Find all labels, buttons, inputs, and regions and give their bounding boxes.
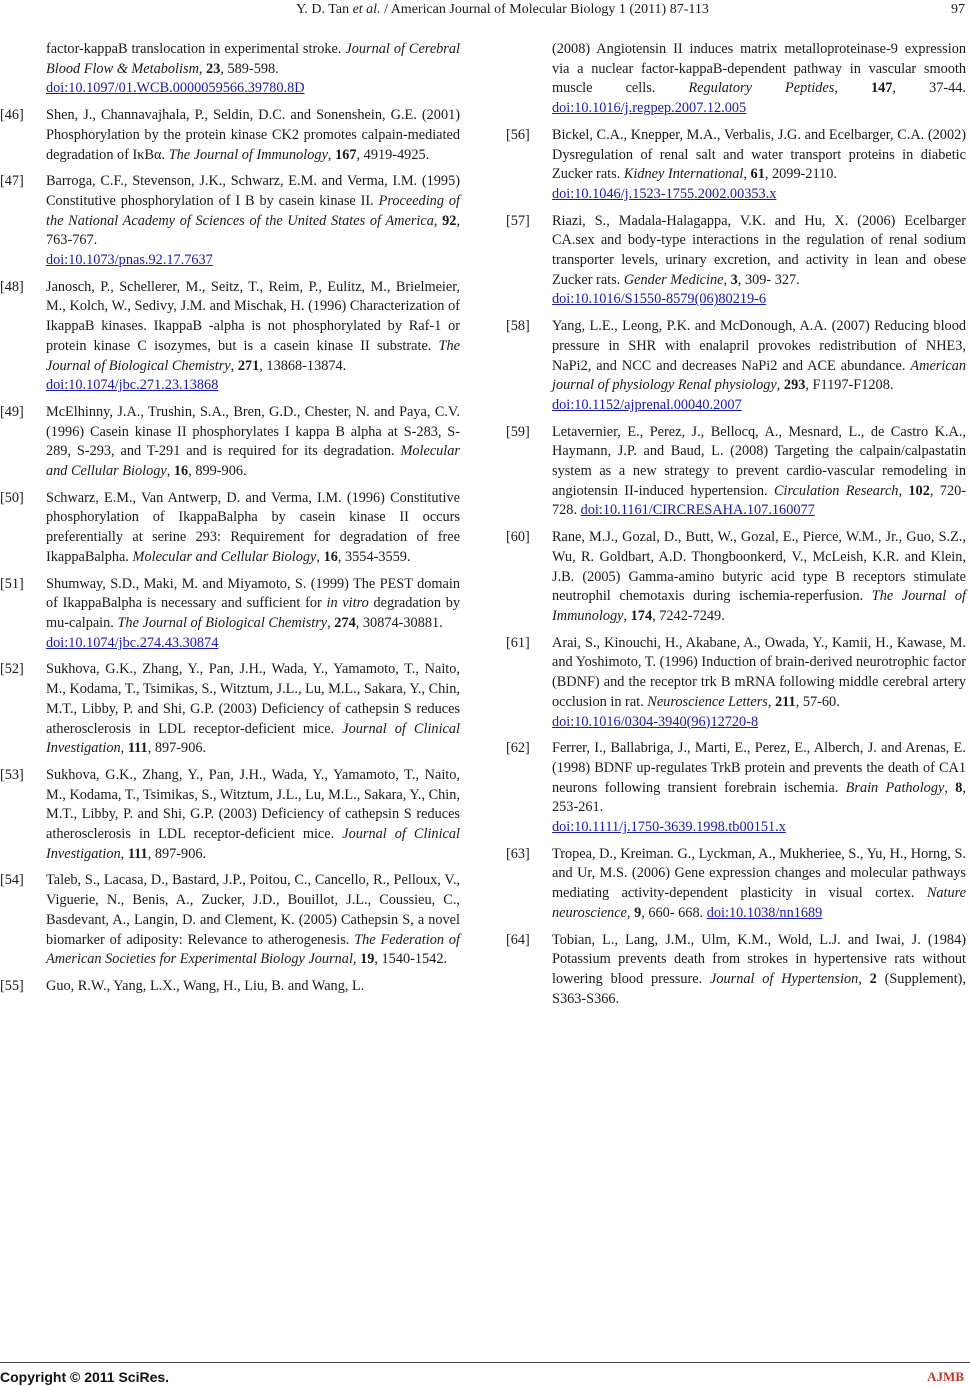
reference-text: Barroga, C.F., Stevenson, J.K., Schwarz, E.M. and Verma, I.M. (1995) Constitutive phosphorylation of I B by casein kinase II. <box>46 173 460 209</box>
doi-link[interactable]: doi:10.1016/0304-3940(96)12720-8 <box>552 713 759 730</box>
reference-text: Guo, R.W., Yang, L.X., Wang, H., Liu, B. and Wang, L. <box>46 977 365 994</box>
reference-text: Shen, J., Channavajhala, P., Seldin, D.C. and Sonenshein, G.E. (2001) Phosphorylation by the protein kinase CK2 promotes calpain-mediated degradation of IκBα. <box>46 107 460 163</box>
reference-text: , 253-261. <box>552 779 966 816</box>
reference-text: , <box>316 548 324 565</box>
reference-number: [48] <box>0 278 24 295</box>
volume-number: 111 <box>127 740 148 757</box>
volume-number: 16 <box>173 463 189 480</box>
volume-number: 16 <box>323 548 338 565</box>
reference-text: , <box>898 482 909 499</box>
reference-text: Tropea, D., Kreiman. G., Lyckman, A., Mukheriee, S., Yu, H., Horng, S. and Ur, M.S. (2006) Gene expression changes and molecular pathways mediating activity-dependent plasticity in visual cortex. <box>552 845 966 902</box>
reference-text: , 30874-30881. <box>355 614 443 631</box>
reference-entry <box>506 126 966 205</box>
doi-link[interactable]: doi:10.1038/nn1689 <box>706 904 823 921</box>
reference-number: [58] <box>506 318 530 335</box>
reference-text: (Supplement), S363-S366. <box>552 970 966 1007</box>
reference-entry <box>506 317 966 416</box>
reference-entry <box>506 212 966 311</box>
reference-text: Tobian, L., Lang, J.M., Ulm, K.M., Wold, L.J. and Iwai, J. (1984) Potassium prevents death from strokes in hypertensive rats without lowering blood pressure. <box>552 931 966 987</box>
volume-number: 271 <box>237 357 260 374</box>
reference-entry <box>506 423 966 522</box>
reference-text: , <box>120 845 128 862</box>
journal-title: in vitro <box>326 595 369 612</box>
reference-entry <box>0 660 461 759</box>
reference-number: [52] <box>0 661 24 678</box>
journal-title: Journal of Hypertension <box>710 970 859 987</box>
reference-text: , <box>767 693 776 710</box>
reference-entry <box>0 403 460 482</box>
doi-link[interactable]: doi:10.1152/ajprenal.00040.2007 <box>552 396 742 413</box>
journal-title: Molecular and Cellular Biology <box>132 548 317 565</box>
reference-number: [54] <box>0 872 24 889</box>
reference-entry <box>0 172 461 271</box>
reference-text: , <box>944 779 956 796</box>
reference-text: , <box>743 166 751 183</box>
reference-entry <box>0 278 460 396</box>
reference-entry <box>506 634 966 733</box>
reference-text: Arai, S., Kinouchi, H., Akabane, A., Owada, Y., Kamii, H., Kawase, M. and Yoshimoto, T. (1996) Induction of brain-derived neurotrophic factor (BDNF) and the receptor trk B mRNA following middle cerebral artery occlusion in rat. <box>552 634 966 710</box>
page-footer <box>0 1366 970 1386</box>
volume-number: 9 <box>634 904 642 921</box>
doi-link[interactable]: doi:10.1074/jbc.271.23.13868 <box>46 377 219 394</box>
reference-number: [53] <box>0 766 24 783</box>
journal-title: Gender Medicine <box>623 271 724 288</box>
volume-number: 61 <box>750 166 765 183</box>
reference-text: , <box>858 970 870 987</box>
copyright-notice: Copyright © 2011 SciRes. <box>0 1369 170 1385</box>
reference-column-left <box>0 40 466 1004</box>
journal-title: Journal of Clinical Investigation <box>46 826 461 862</box>
journal-title: Neuroscience Letters <box>647 693 768 710</box>
reference-text: , <box>166 463 174 480</box>
doi-link[interactable]: doi:10.1016/j.regpep.2007.12.005 <box>552 100 747 117</box>
reference-text: , 13868-13874. <box>259 357 347 374</box>
reference-text: , <box>327 146 336 163</box>
journal-title: Kidney International <box>623 166 744 183</box>
volume-number: 3 <box>730 271 738 288</box>
reference-text: , 3554-3559. <box>337 548 411 565</box>
reference-number: [46] <box>0 107 24 124</box>
reference-text: Ferrer, I., Ballabriga, J., Marti, E., Perez, E., Alberch, J. and Arenas, E. (1998) BDNF up-regulates TrkB protein and prevents the death of CA1 neurons following transient forebrain ischemia. <box>552 740 966 796</box>
doi-link[interactable]: doi:10.1097/01.WCB.0000059566.39780.8D <box>46 80 305 97</box>
reference-text: Rane, M.J., Gozal, D., Butt, W., Gozal, E., Pierce, W.M., Jr., Guo, S.Z., Wu, R. Goldbart, A.D. Thongboonkerd, V., McLeish, K.R. and Klein, J.B. (2005) Gamma-amino butyric acid type B receptors stimulate neutrophil chemotaxis during ischemia-reperfusion. <box>552 529 966 605</box>
reference-text: , 660- 668. <box>641 904 707 921</box>
journal-title: Journal of Cerebral Blood Flow & Metabolism <box>46 41 460 77</box>
reference-text: , <box>352 951 361 968</box>
reference-text: Bickel, C.A., Knepper, M.A., Verbalis, J.G. and Ecelbarger, C.A. (2002) Dysregulation of renal salt and water transport proteins in diabetic Zucker rats. <box>552 126 966 183</box>
reference-text: , <box>623 607 631 624</box>
reference-text: , <box>327 614 335 631</box>
journal-title: Molecular and Cellular Biology <box>46 443 460 480</box>
reference-text: Shumway, S.D., Maki, M. and Miyamoto, S. (1999) The PEST domain of IkappaBalpha is necessary and sufficient for <box>46 575 460 612</box>
reference-text: , <box>433 212 443 229</box>
reference-number: [57] <box>506 212 530 229</box>
volume-number: 293 <box>783 377 806 394</box>
journal-title: The Journal of Immunology <box>552 588 966 624</box>
journal-title: The Journal of Biological Chemistry <box>117 614 328 631</box>
reference-entry <box>0 977 460 997</box>
reference-number: [64] <box>506 931 530 948</box>
reference-text: Letavernier, E., Perez, J., Bellocq, A., Mesnard, L., de Castro K.A., Haymann, J.P. and Baud, L. (2008) Targeting the calpain/calpastatin system as a new strategy to prevent cardio-vascular remodeling in angiotensin II-induced hypertension. <box>552 423 966 499</box>
reference-number: [63] <box>506 845 530 862</box>
journal-title: The Journal of Immunology <box>168 146 328 163</box>
volume-number: 102 <box>908 482 930 499</box>
journal-title: The Journal of Biological Chemistry <box>46 337 460 374</box>
reference-text: McElhinny, J.A., Trushin, S.A., Bren, G.D., Chester, N. and Paya, C.V. (1996) Casein kinase II phosphorylates I kappa B alpha at S-283, S-289, S-293, and T-291 and is required for its degradation. <box>46 403 460 460</box>
reference-text: , 763-767. <box>46 212 461 249</box>
reference-text: , 4919-4925. <box>356 146 430 163</box>
volume-number: 174 <box>630 607 653 624</box>
volume-number: 92 <box>442 212 457 229</box>
volume-number: 147 <box>870 80 893 97</box>
journal-title: Circulation Research <box>774 482 899 499</box>
reference-text: , 720-728. <box>552 482 966 519</box>
reference-entry <box>552 40 966 119</box>
journal-title: Regulatory Peptides <box>688 80 835 97</box>
reference-text: (2008) Angiotensin II induces matrix metalloproteinase-9 expression via a nuclear factor-kappaB-dependent pathway in vascular smooth muscle cells. <box>552 41 966 97</box>
reference-entry <box>0 575 460 654</box>
reference-number: [56] <box>506 126 530 143</box>
journal-abbreviation: AJMB <box>927 1369 964 1384</box>
reference-text: Taleb, S., Lacasa, D., Bastard, J.P., Poitou, C., Cancello, R., Pelloux, V., Viguerie, N., Benis, A., Zucker, J.D., Bouillot, J.L., Coussieu, C., Basdevant, A., Langin, D. and Clement, K. (2005) Cathepsin S, a novel biomarker of adiposity: Relevance to atherogenesis. <box>46 872 460 948</box>
reference-number: [51] <box>0 575 24 592</box>
reference-number: [55] <box>0 977 24 994</box>
reference-text: degradation by mu-calpain. <box>46 595 460 631</box>
doi-link[interactable]: doi:10.1016/S1550-8579(06)80219-6 <box>552 291 767 308</box>
reference-number: [59] <box>506 423 530 440</box>
reference-text: , 897-906. <box>147 845 207 862</box>
reference-text: Schwarz, E.M., Van Antwerp, D. and Verma, I.M. (1996) Constitutive phosphorylation of IkappaBalpha by casein kinase II occurs preferentially at serine 293: Requirement for degradation of free IkappaBalpha. <box>46 489 460 565</box>
reference-text: , <box>198 60 207 77</box>
journal-title: Nature neuroscience <box>552 885 966 921</box>
reference-text: , 57-60. <box>795 693 840 710</box>
reference-number: [50] <box>0 489 24 506</box>
reference-text: factor-kappaB translocation in experimental stroke. <box>46 41 346 57</box>
reference-number: [47] <box>0 173 24 190</box>
reference-text: , <box>626 904 635 921</box>
journal-title: Journal of Clinical Investigation <box>46 720 461 757</box>
footer-divider <box>0 1362 970 1363</box>
reference-text: , 2099-2110. <box>764 166 837 183</box>
reference-text: Yang, L.E., Leong, P.K. and McDonough, A.A. (2007) Reducing blood pressure in SHR with enalapril provokes redistribution of NHE3, NaPi2, and NCC and decreases NaPi2 and ACE abundance. <box>552 318 966 374</box>
journal-title: Proceeding of the National Academy of Sciences of the United States of America <box>46 192 460 229</box>
reference-entry <box>0 871 460 970</box>
volume-number: 2 <box>869 970 877 987</box>
reference-number: [60] <box>506 529 530 546</box>
journal-title: American journal of physiology Renal physiology <box>552 357 966 394</box>
reference-text: , <box>230 357 238 374</box>
doi-link[interactable]: doi:10.1073/pnas.92.17.7637 <box>46 252 213 269</box>
reference-text: , 589-598. <box>220 60 279 77</box>
volume-number: 274 <box>334 614 356 631</box>
reference-text: , 37-44. <box>892 80 966 97</box>
volume-number: 111 <box>127 845 148 862</box>
reference-entry <box>0 106 460 165</box>
reference-number: [61] <box>506 634 530 651</box>
reference-text: Sukhova, G.K., Zhang, Y., Pan, J.H., Wada, Y., Yamamoto, T., Naito, M., Kodama, T., Tsimikas, S., Witztum, J.L., Lu, M.L., Sakara, Y., Chin, M.T., Libby, P. and Shi, G.P. (2003) Deficiency of cathepsin S reduces atherosclerosis in LDL receptor-deficient mice. <box>46 661 460 737</box>
reference-text: Sukhova, G.K., Zhang, Y., Pan, J.H., Wada, Y., Yamamoto, T., Naito, M., Kodama, T., Tsimikas, S., Witztum, J.L., Lu, M.L., Sakara, Y., Chin, M.T., Libby, P. and Shi, G.P. (2003) Deficiency of cathepsin S reduces atherosclerosis in LDL receptor-deficient mice. <box>46 766 460 843</box>
reference-entry <box>46 40 460 99</box>
reference-text: , 1540-1542. <box>374 951 448 968</box>
reference-entry <box>506 528 966 627</box>
reference-column-right <box>506 40 970 1016</box>
doi-link[interactable]: doi:10.1046/j.1523-1755.2002.00353.x <box>552 185 777 202</box>
reference-text: , <box>120 740 128 757</box>
reference-entry <box>506 931 966 1010</box>
reference-text: , F1197-F1208. <box>805 377 894 394</box>
reference-number: [62] <box>506 740 530 757</box>
reference-text: , <box>776 377 784 394</box>
volume-number: 19 <box>360 951 375 968</box>
reference-number: [49] <box>0 403 24 420</box>
doi-link[interactable]: doi:10.1161/CIRCRESAHA.107.160077 <box>580 502 815 519</box>
reference-entry <box>0 489 460 568</box>
reference-entry <box>506 845 966 924</box>
reference-text: , <box>723 271 731 288</box>
reference-entry <box>0 766 461 865</box>
reference-text: , 7242-7249. <box>652 607 725 624</box>
reference-text: Riazi, S., Madala-Halagappa, V.K. and Hu, X. (2006) Ecelbarger CA.sex and body-type interactions in the regulation of renal sodium transporter levels, urinary excretion, and activity in lean and obese Zucker rats. <box>552 212 966 288</box>
journal-title: Brain Pathology <box>845 779 945 796</box>
running-header <box>40 2 965 22</box>
reference-text: Janosch, P., Schellerer, M., Seitz, T., Reim, P., Eulitz, M., Brielmeier, M., Kolch, W., Sedivy, J.M. and Mischak, H. (1996) Characterization of IkappaB kinases. IkappaB -alpha is not phosphorylated by Raf-1 or protein kinase C isozymes, but is a casein kinase II substrate. <box>46 278 460 354</box>
reference-text: , <box>834 80 871 97</box>
reference-entry <box>506 739 966 838</box>
volume-number: 23 <box>206 60 221 77</box>
reference-text: , 899-906. <box>188 463 247 480</box>
running-title: Y. D. Tan et al. / American Journal of Molecular Biology 1 (2011) 87-113 <box>296 2 709 17</box>
doi-link[interactable]: doi:10.1074/jbc.274.43.30874 <box>46 634 219 651</box>
journal-title: The Federation of American Societies for Experimental Biology Journal <box>46 931 460 968</box>
volume-number: 8 <box>955 779 963 796</box>
reference-text: , 897-906. <box>147 740 207 757</box>
doi-link[interactable]: doi:10.1111/j.1750-3639.1998.tb00151.x <box>552 819 786 836</box>
reference-text: , 309- 327. <box>737 271 800 288</box>
volume-number: 167 <box>335 146 357 163</box>
volume-number: 211 <box>775 693 796 710</box>
page-number: 97 <box>951 2 965 17</box>
